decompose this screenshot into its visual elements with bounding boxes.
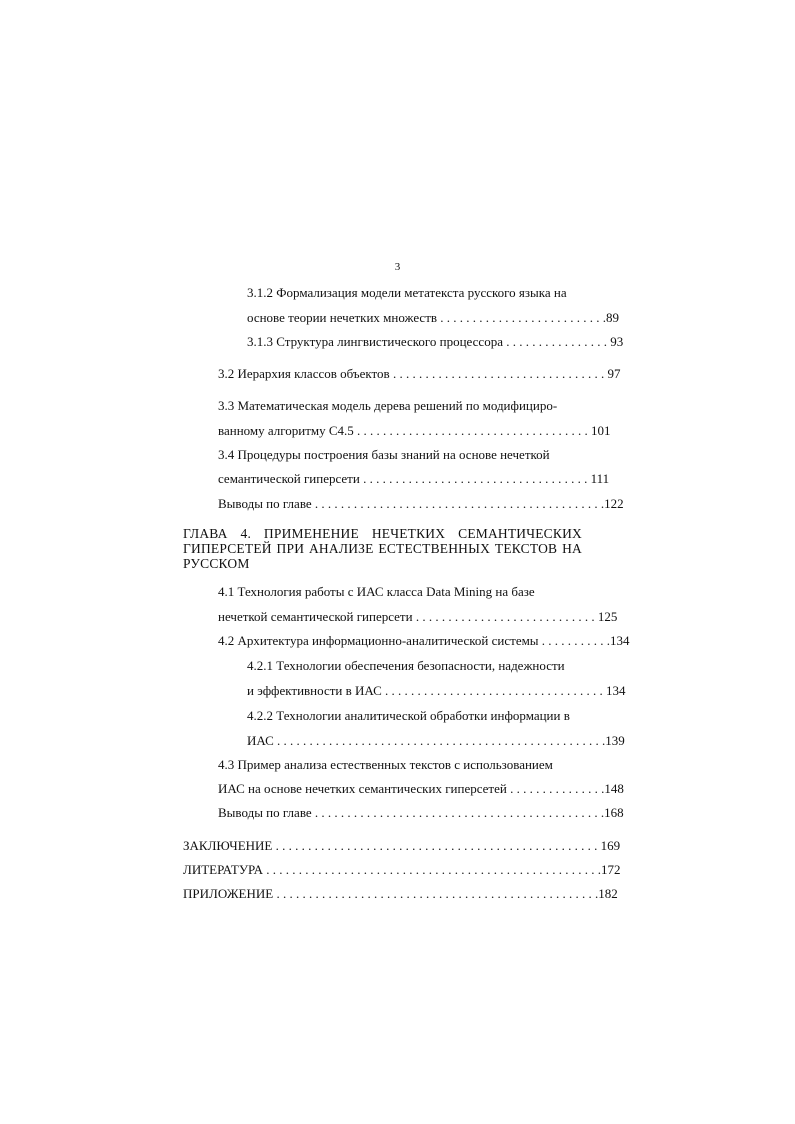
toc-entry-4-3-line2: ИАС на основе нечетких семантических гиперсетей . . . . . . . . . . . . . . .148 <box>218 781 624 796</box>
toc-entry-4-2-2-line1: 4.2.2 Технологии аналитической обработки информации в <box>247 708 570 723</box>
toc-entry-4-2: 4.2 Архитектура информационно-аналитической системы . . . . . . . . . . .134 <box>218 633 630 648</box>
toc-entry-literature: ЛИТЕРАТУРА . . . . . . . . . . . . . . . . . . . . . . . . . . . . . . . . . . . . . . . . . . . . . . . . . . . .172 <box>183 862 621 877</box>
toc-entry-3-2: 3.2 Иерархия классов объектов . . . . . . . . . . . . . . . . . . . . . . . . . . . . . . . . . 97 <box>218 366 621 381</box>
toc-entry-3-1-2-line1: 3.1.2 Формализация модели метатекста русского языка на <box>247 285 567 300</box>
toc-entry-3-3-line2: ванному алгоритму С4.5 . . . . . . . . . . . . . . . . . . . . . . . . . . . . . . . . . . . . 101 <box>218 423 611 438</box>
toc-entry-conclusion: ЗАКЛЮЧЕНИЕ . . . . . . . . . . . . . . . . . . . . . . . . . . . . . . . . . . . . . . . . . . . . . . . . . . 169 <box>183 838 621 853</box>
toc-entry-4-1-line2: нечеткой семантической гиперсети . . . . . . . . . . . . . . . . . . . . . . . . . . . . 125 <box>218 609 618 624</box>
toc-entry-3-1-3: 3.1.3 Структура лингвистического процессора . . . . . . . . . . . . . . . . 93 <box>247 334 624 349</box>
toc-entry-3-1-2-line2: основе теории нечетких множеств . . . . . . . . . . . . . . . . . . . . . . . . . .89 <box>247 310 620 325</box>
toc-chapter-4-heading: ГЛАВА 4. ПРИМЕНЕНИЕ НЕЧЕТКИХ СЕМАНТИЧЕСКИХ ГИПЕРСЕТЕЙ ПРИ АНАЛИЗЕ ЕСТЕСТВЕННЫХ ТЕКСТОВ НА РУССКОМ <box>183 526 582 571</box>
toc-entry-4-3-line1: 4.3 Пример анализа естественных текстов с использованием <box>218 757 553 772</box>
page-number: 3 <box>394 261 401 273</box>
toc-entry-appendix: ПРИЛОЖЕНИЕ . . . . . . . . . . . . . . . . . . . . . . . . . . . . . . . . . . . . . . . . . . . . . . . . . .182 <box>183 886 618 901</box>
toc-entry-3-4-line1: 3.4 Процедуры построения базы знаний на основе нечеткой <box>218 447 550 462</box>
toc-entry-4-2-1-line2: и эффективности в ИАС . . . . . . . . . . . . . . . . . . . . . . . . . . . . . . . . . . 134 <box>247 683 626 698</box>
toc-entry-4-2-1-line1: 4.2.1 Технологии обеспечения безопасности, надежности <box>247 658 565 673</box>
toc-entry-4-2-2-line2: ИАС . . . . . . . . . . . . . . . . . . . . . . . . . . . . . . . . . . . . . . . . . . . . . . . . . . .139 <box>247 733 625 748</box>
toc-entry-conclusions-ch3: Выводы по главе . . . . . . . . . . . . . . . . . . . . . . . . . . . . . . . . . . . . . . . . . . . . .122 <box>218 496 624 511</box>
toc-entry-4-1-line1: 4.1 Технология работы с ИАС класса Data Mining на базе <box>218 584 535 599</box>
toc-entry-3-4-line2: семантической гиперсети . . . . . . . . . . . . . . . . . . . . . . . . . . . . . . . . . . . 111 <box>218 471 610 486</box>
toc-entry-conclusions-ch4: Выводы по главе . . . . . . . . . . . . . . . . . . . . . . . . . . . . . . . . . . . . . . . . . . . . .168 <box>218 805 624 820</box>
toc-entry-3-3-line1: 3.3 Математическая модель дерева решений по модифициро- <box>218 398 558 413</box>
